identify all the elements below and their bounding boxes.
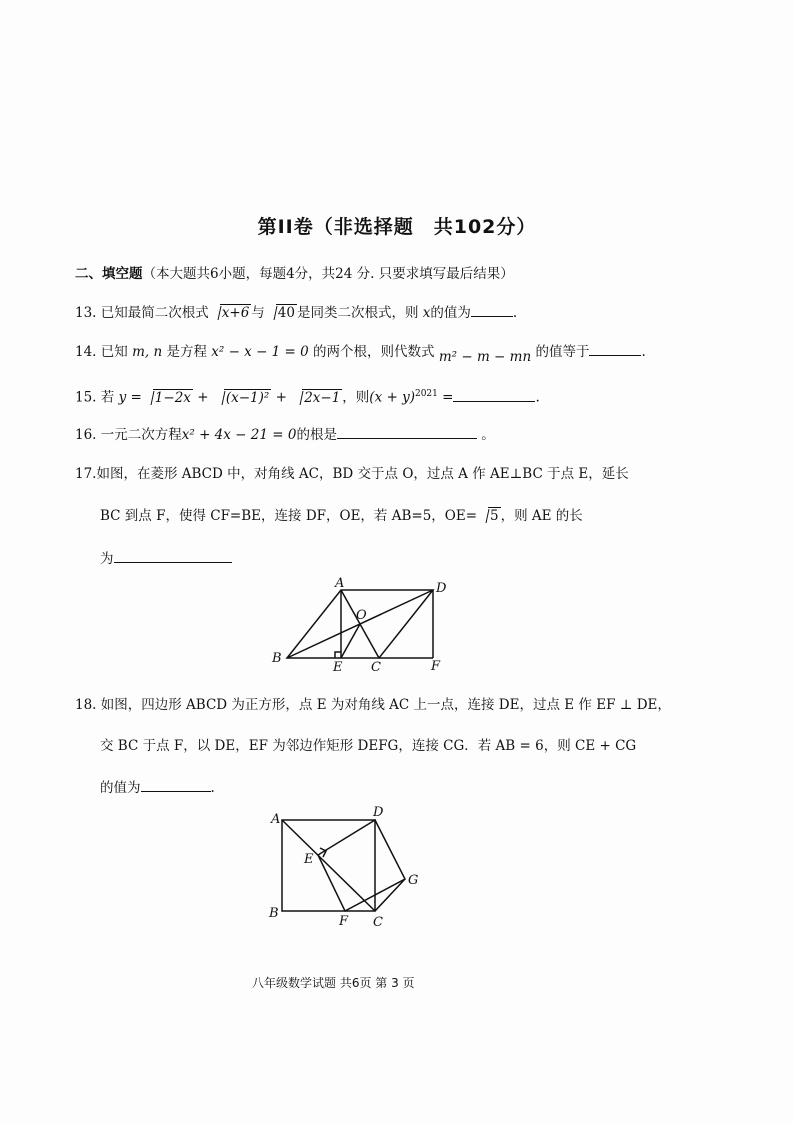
q13-radical-2: 40 <box>267 303 297 323</box>
q15-prefix: 15. 若 <box>75 389 115 406</box>
q16-equation: x² + 4x − 21 = 0 <box>181 427 297 443</box>
fig18-segment-cg <box>375 879 405 911</box>
q17-radical: 5 <box>479 506 501 526</box>
q13-var: x <box>422 305 431 321</box>
fig18-label-g: G <box>408 873 419 888</box>
q16-end: 。 <box>481 427 495 443</box>
fig18-label-f: F <box>339 914 349 929</box>
q14-mid: 是方程 <box>166 344 207 360</box>
q15-radical-2: (x−1)² <box>215 388 271 408</box>
fig18-label-e: E <box>304 852 314 867</box>
q13-suffix: 是同类二次根式，则 <box>296 305 419 321</box>
section-title: 第II卷（非选择题 共102分） <box>257 216 537 238</box>
question-17-line-1: 17.如图，在菱形 ABCD 中，对角线 AC，BD 交于点 O，过点 A 作 AE⊥BC 于点 E，延长 <box>75 466 629 482</box>
q15-end: . <box>535 389 540 406</box>
q15-mid: ，则 <box>342 389 370 406</box>
q14-end: . <box>641 344 646 360</box>
q14-vars: m, n <box>132 344 163 360</box>
q13-radical-1: x+6 <box>211 303 252 323</box>
figure-18-square <box>265 805 425 930</box>
q18-end: . <box>210 780 215 796</box>
fig18-diagonal-ac <box>282 820 375 911</box>
q14-tail: 的值等于 <box>535 344 590 360</box>
q15-radical-3: 2x−1 <box>293 388 342 408</box>
q13-end: . <box>512 305 518 321</box>
fig17-label-o: O <box>356 608 367 623</box>
q17-line3: 为 <box>100 551 114 567</box>
q15-expression: (x + y) <box>369 389 415 406</box>
q15-answer-blank[interactable] <box>453 387 535 402</box>
fig18-label-d: D <box>373 805 384 820</box>
q17-answer-blank[interactable] <box>114 548 232 563</box>
fig17-label-b: B <box>272 651 282 666</box>
question-18-line-1: 18. 如图，四边形 ABCD 为正方形，点 E 为对角线 AC 上一点，连接 DE，过点 E 作 EF ⊥ DE， <box>75 697 671 713</box>
fig17-label-d: D <box>436 581 447 596</box>
question-17-line-3 <box>100 548 232 569</box>
q18-answer-blank[interactable] <box>141 777 211 792</box>
q13-answer-blank[interactable] <box>471 302 513 317</box>
fig17-label-e: E <box>333 660 343 675</box>
q17-line2-a: BC 到点 F，使得 CF=BE，连接 DF，OE，若 AB=5，OE= <box>100 508 478 524</box>
q15-equals: = <box>442 389 454 406</box>
q14-prefix: 14. 已知 <box>75 344 128 360</box>
question-14 <box>75 341 646 365</box>
q15-radical-1: 1−2x <box>144 388 193 408</box>
q14-expression: m² − m − mn <box>438 349 532 365</box>
q13-mid: 与 <box>251 305 265 321</box>
part-heading-note: （本大题共6小题，每题4分，共24 分. 只要求填写最后结果） <box>142 266 514 282</box>
question-16 <box>75 424 495 445</box>
page-footer: 八年级数学试题 共6页 第 3 页 <box>252 976 415 990</box>
part-heading-label: 二、填空题 <box>75 266 143 282</box>
q14-answer-blank[interactable] <box>589 341 641 356</box>
figure-17-rhombus <box>265 575 455 675</box>
fig17-label-c: C <box>371 660 381 675</box>
question-15: 15. 若 y = 1−2x + (x−1)² + 2x−1 ，则$(x + y)^{2021}$ = . <box>75 384 540 408</box>
fig17-right-angle-mark <box>335 652 341 658</box>
fig18-label-b: B <box>269 906 279 921</box>
q13-prefix: 13. 已知最简二次根式 <box>75 305 209 321</box>
q14-equation: x² − x − 1 = 0 <box>211 344 309 360</box>
fig17-label-f: F <box>431 659 441 674</box>
question-18-line-3 <box>100 777 215 798</box>
fig18-label-c: C <box>373 915 383 930</box>
fig18-label-a: A <box>271 812 281 827</box>
q16-tail: 的根是 <box>296 427 337 443</box>
q13-tail: 的值为 <box>430 305 471 321</box>
part-heading <box>75 262 514 282</box>
q16-answer-blank[interactable] <box>337 424 477 439</box>
q18-line3: 的值为 <box>100 780 141 796</box>
q15-exponent: 2021 <box>414 389 438 399</box>
q14-mid2: 的两个根，则代数式 <box>313 344 435 360</box>
q15-lhs: y = <box>118 389 142 406</box>
fig17-label-a: A <box>335 576 345 591</box>
q17-line2-b: ，则 AE 的长 <box>500 508 583 524</box>
question-17-line-2 <box>100 506 583 526</box>
q16-prefix: 16. 一元二次方程 <box>75 427 182 443</box>
question-13 <box>75 302 517 323</box>
question-18-line-2: 交 BC 于点 F，以 DE，EF 为邻边作矩形 DEFG，连接 CG．若 AB = 6，则 CE + CG <box>100 738 637 754</box>
